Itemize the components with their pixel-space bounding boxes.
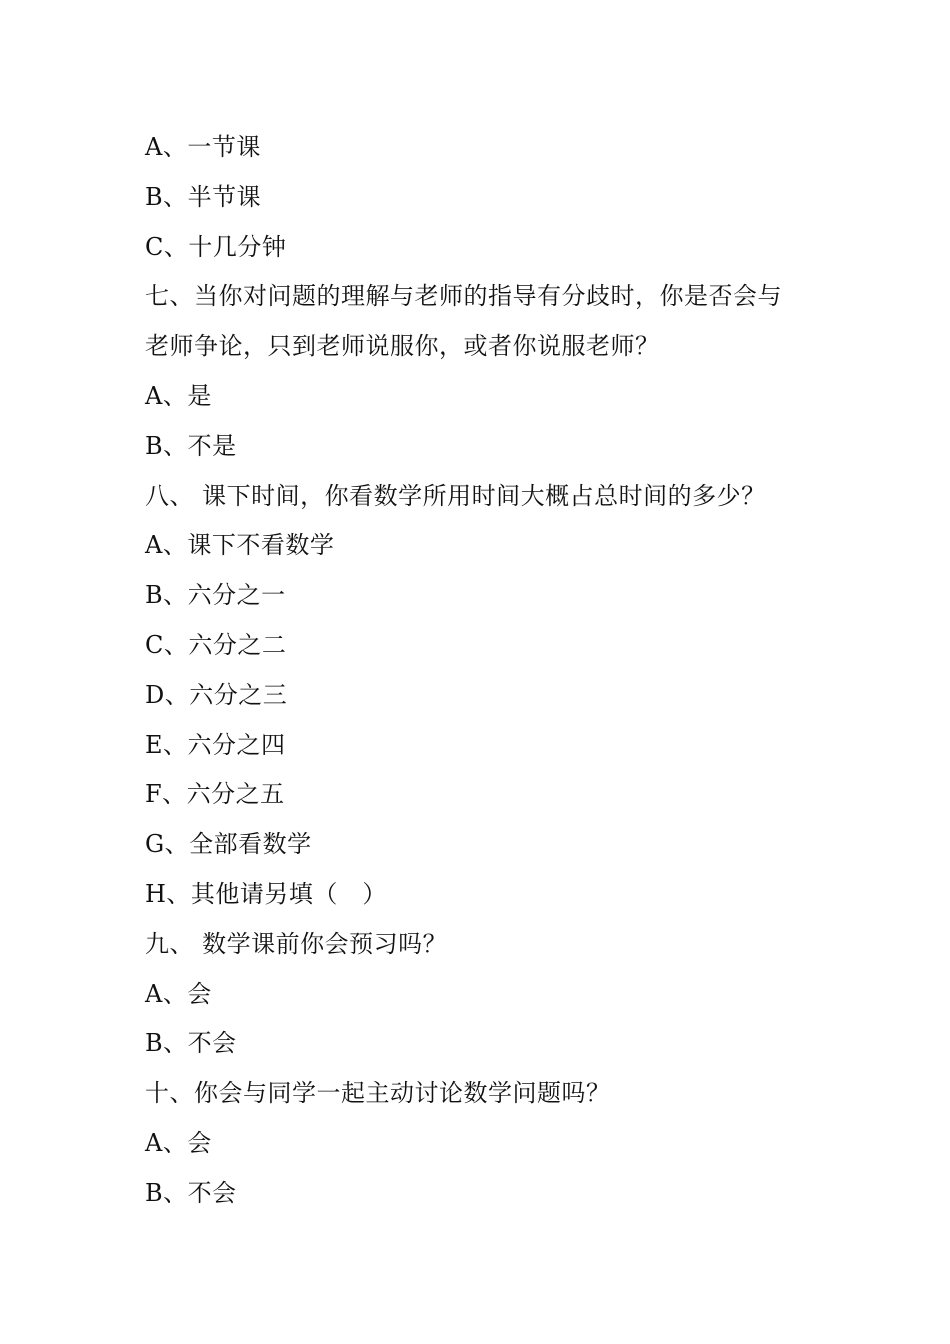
option-6a: A、一节课 (145, 133, 261, 161)
option-8b: B、六分之一 (145, 581, 286, 610)
option-8f: F、六分之五 (145, 780, 285, 809)
option-8e: E、六分之四 (145, 730, 286, 759)
question-8: 八、 课下时间，你看数学所用时间大概占总时间的多少？ (145, 481, 766, 510)
option-10a: A、会 (145, 1128, 212, 1157)
option-7a: A、是 (145, 381, 212, 410)
option-9a: A、会 (145, 979, 212, 1008)
option-8c: C、六分之二 (145, 630, 287, 659)
option-6b: B、半节课 (145, 182, 262, 211)
option-9b: B、不会 (145, 1029, 237, 1058)
question-10: 十、你会与同学一起主动讨论数学问题吗？ (145, 1079, 611, 1108)
option-7b: B、不是 (145, 431, 237, 460)
option-8a: A、课下不看数学 (145, 531, 335, 560)
question-7-line-2: 老师争论，只到老师说服你，或者你说服老师？ (145, 332, 660, 361)
option-8d: D、六分之三 (145, 680, 288, 709)
question-9: 九、 数学课前你会预习吗？ (145, 929, 448, 958)
option-8g: G、全部看数学 (145, 830, 312, 859)
question-7-line-1: 七、当你对问题的理解与老师的指导有分歧时，你是否会与 (145, 282, 782, 311)
document-body (145, 123, 825, 1219)
option-6c: C、十几分钟 (145, 232, 287, 261)
option-10b: B、不会 (145, 1178, 237, 1207)
option-8h: H、其他请另填（ ） (145, 879, 387, 908)
